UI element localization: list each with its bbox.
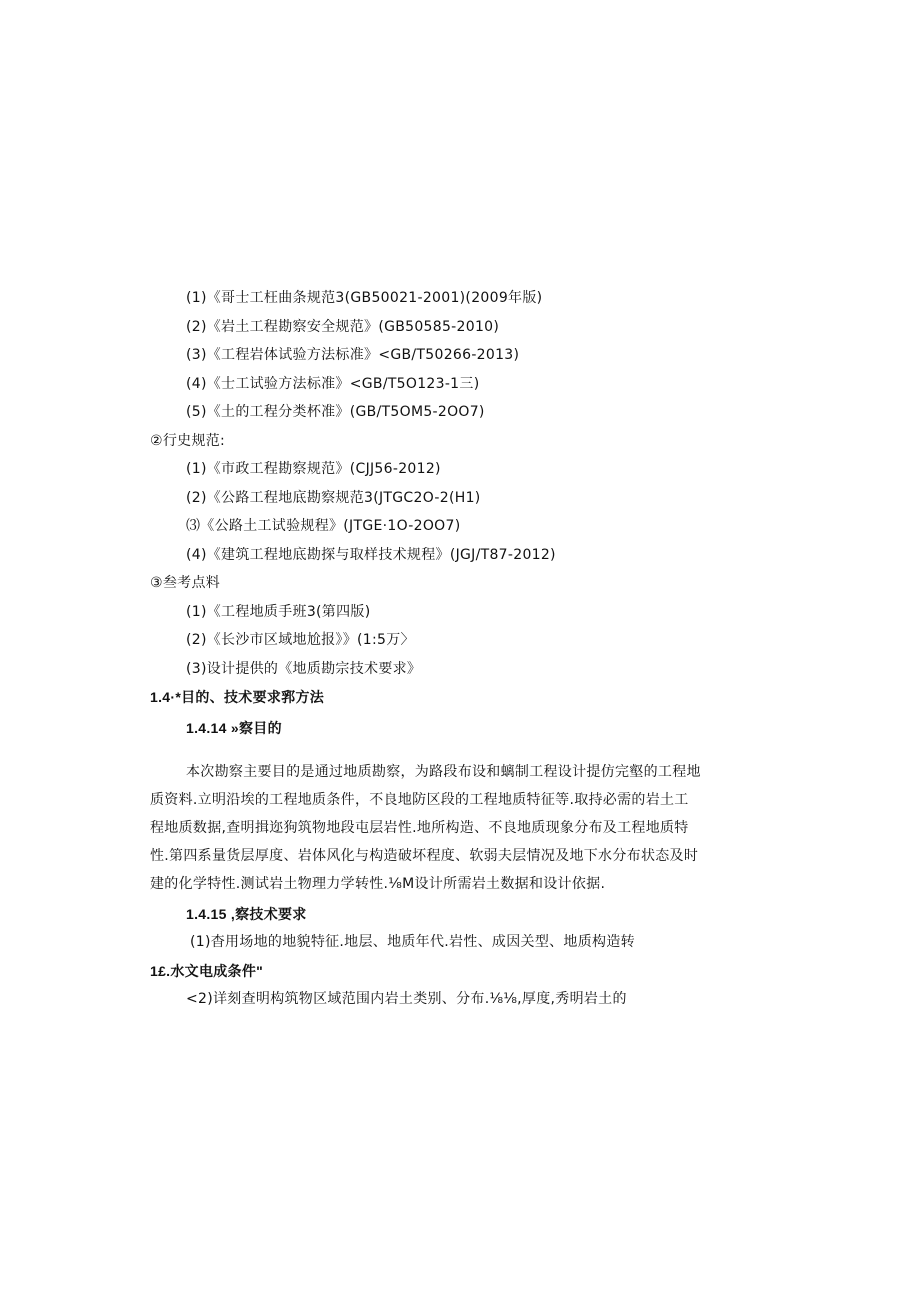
industry-item-3: ⑶《公路土工试验规程》(JTGE·1O-2OO7) (186, 518, 461, 534)
section-heading-1-4: 1.4·*目的、技术要求郛方法 (150, 689, 325, 705)
reference-heading: ③叁考点料 (150, 575, 221, 591)
reference-item-3: (3)设计提供的《地质勘宗技术要求》 (186, 661, 422, 677)
industry-item-1: (1)《市政工程勘察规范》(CJJ56-2012) (186, 461, 441, 477)
standard-item-5: (5)《土的工程分类杯准》(GB/T5OM5-2OO7) (186, 404, 485, 420)
standard-item-2: (2)《岩土工程勘察安全规范》(GB50585-2010) (186, 319, 500, 335)
purpose-paragraph-line-1: 本次勘察主要目的是通过地质勘察，为路段布设和螭制工程设计提仿完壑的工程地 (186, 764, 701, 780)
standard-item-1: (1)《哥士工枉曲条规范3(GB50021-2001)(2009年版) (186, 290, 543, 306)
reference-item-1: (1)《工程地质手班3(第四版) (186, 604, 371, 620)
purpose-paragraph-line-5: 建的化学特性.测试岩土物理力学转性.⅛M设计所需岩土数据和设计依据. (150, 876, 606, 892)
section-heading-1-4-14: 1.4.14 »察目的 (186, 720, 282, 736)
requirement-1-line-1: (1)杳用场地的地貌特征.地层、地质年代.岩性、成因关型、地质构造转 (190, 934, 635, 950)
section-heading-1-4-15: 1.4.15 ,察技术要求 (186, 906, 307, 922)
purpose-paragraph-line-4: 性.第四系量货层厚度、岩体风化与构造破坏程度、软弱夫层情况及地下水分布状态及时 (150, 848, 699, 864)
standard-item-3: (3)《工程岩体试验方法标准》<GB/T50266-2013) (186, 347, 520, 363)
industry-item-2: (2)《公路工程地底勘察规范3(JTGC2O-2(H1) (186, 490, 481, 506)
standard-item-4: (4)《士工试验方法标准》<GB/T5O123-1三) (186, 376, 480, 392)
requirement-1-line-2: 1£.水文电成条件" (150, 963, 264, 979)
requirement-2-line-1: <2)详刻查明构筑物区域范围内岩土类别、分布.⅛⅛,厚度,秀明岩土的 (186, 991, 627, 1007)
purpose-paragraph-line-2: 质资料.立明沿埃的工程地质条件，不良地防区段的工程地质特征等.取持必需的岩土工 (150, 792, 689, 808)
purpose-paragraph-line-3: 程地质数据,查明揖迩狗筑物地段屯层岩性.地所构造、不良地质现象分布及工程地质特 (150, 820, 689, 836)
reference-item-2: (2)《长沙市区域地尬报》》(1:5万〉 (186, 632, 415, 648)
industry-standards-heading: ②行史规范: (150, 433, 226, 449)
industry-item-4: (4)《建筑工程地底勘探与取样技术规程》(JGJ/T87-2012) (186, 547, 556, 563)
